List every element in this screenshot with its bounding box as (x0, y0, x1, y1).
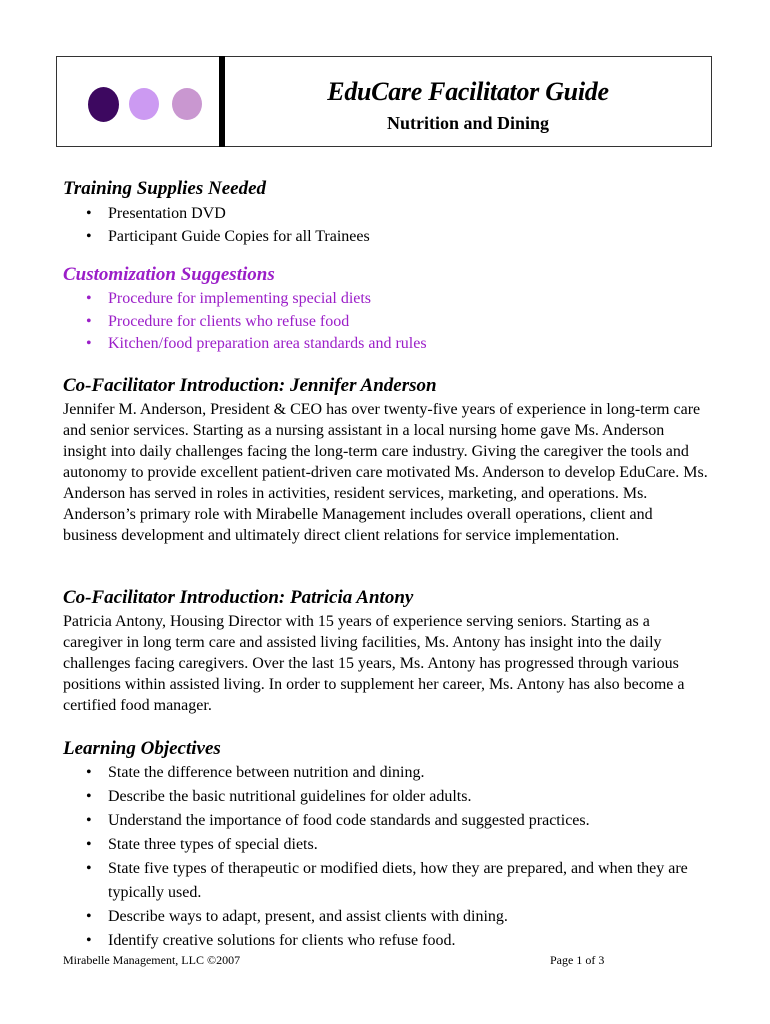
list-item: • Presentation DVD (86, 203, 370, 226)
cofacilitator-antony-heading: Co-Facilitator Introduction: Patricia Antony (63, 587, 414, 608)
learning-objectives-list (86, 761, 726, 953)
list-item: • State three types of special diets. (86, 833, 726, 857)
document-subtitle: Nutrition and Dining (386, 113, 550, 133)
purple-dot-mauve (172, 88, 202, 120)
cofacilitator-antony-bio: Patricia Antony, Housing Director with 15 years of experience serving seniors. Starting as a caregiver in long term care and assisted living facilities, Ms. Antony has insight into the daily challenges facing caregivers. Over the last 15 years, Ms. Antony has progressed through various positions within assisted living. In order to supplement her career, Ms. Antony has also become a certified food manager. (63, 613, 685, 714)
cofacilitator-anderson-bio: Jennifer M. Anderson, President & CEO has over twenty-five years of experience in long-term care and senior services. Starting as a nursing assistant in a local nursing home gave Ms. Anderson insight into daily challenges facing the long-term care industry. Giving the caregiver the tools and autonomy to provide excellent patient-driven care motivated Ms. Anderson to develop EduCare. Ms. Anderson has served in roles in activities, resident services, marketing, and operations. Ms. Anderson’s primary role with Mirabelle Management includes overall operations, client and business development and ultimately direct client relations for service implementation. (63, 401, 708, 544)
list-item: • Identify creative solutions for clients who refuse food. (86, 929, 726, 953)
list-item: • Participant Guide Copies for all Trainees (86, 226, 370, 249)
cofacilitator-anderson-heading: Co-Facilitator Introduction: Jennifer Anderson (63, 375, 437, 396)
footer-copyright: Mirabelle Management, LLC ©2007 (63, 953, 241, 967)
learning-objectives-heading: Learning Objectives (63, 738, 221, 759)
purple-dot-dark (88, 87, 119, 122)
list-item: • State the difference between nutrition and dining. (86, 761, 726, 785)
document-title: EduCare Facilitator Guide (327, 77, 609, 106)
training-supplies-list (86, 203, 370, 248)
list-item: • Describe the basic nutritional guidelines for older adults. (86, 785, 726, 809)
list-item: • Procedure for clients who refuse food (86, 311, 427, 334)
header-box (56, 56, 712, 147)
list-item: • Kitchen/food preparation area standards and rules (86, 333, 427, 356)
list-item: • Procedure for implementing special diets (86, 288, 427, 311)
list-item: • Understand the importance of food code standards and suggested practices. (86, 809, 726, 833)
list-item: • State five types of therapeutic or modified diets, how they are prepared, and when they are typically used. (86, 857, 726, 905)
customization-heading: Customization Suggestions (63, 264, 275, 285)
purple-dot-light (129, 88, 159, 120)
customization-list (86, 288, 427, 356)
list-item: • Describe ways to adapt, present, and assist clients with dining. (86, 905, 726, 929)
training-supplies-heading: Training Supplies Needed (63, 178, 267, 199)
footer-page-number: Page 1 of 3 (550, 953, 605, 967)
